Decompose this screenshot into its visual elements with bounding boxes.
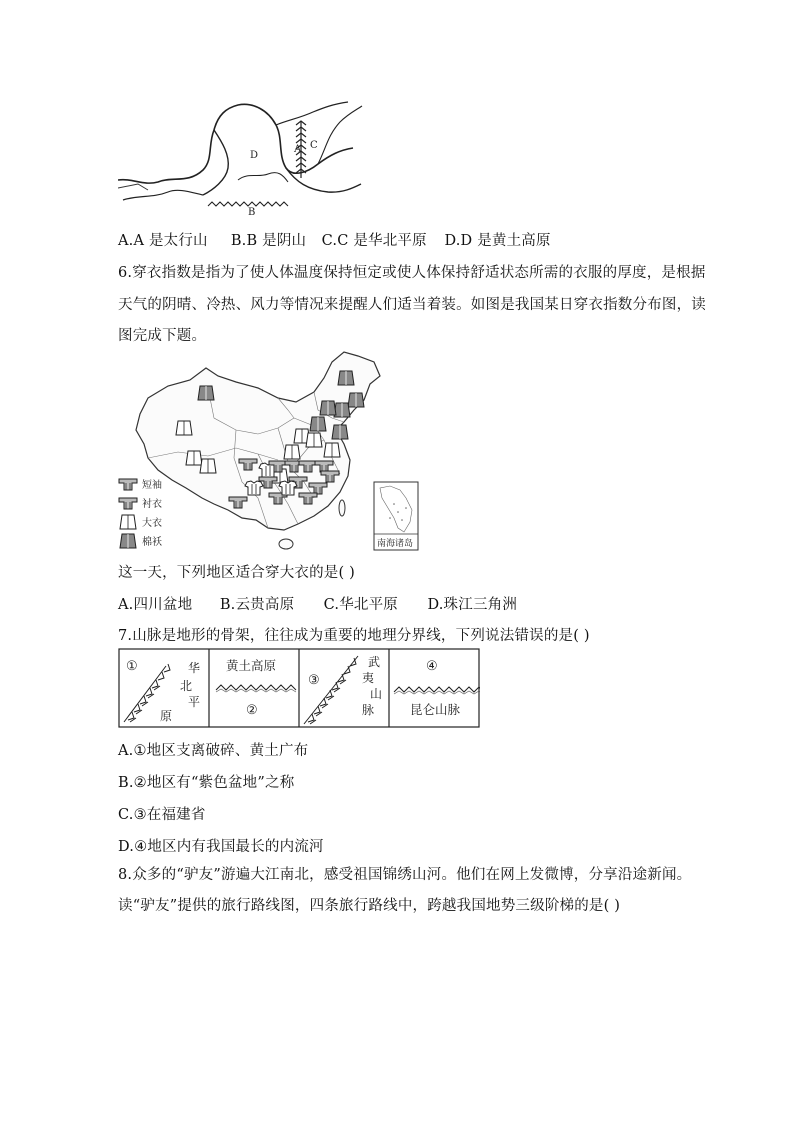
q6-stem-line-3: 图完成下题。 <box>118 328 207 344</box>
q6-stem-line-2: 天气的阴晴、冷热、风力等情况来提醒人们适当着装。如图是我国某日穿衣指数分布图，读 <box>118 297 706 313</box>
inset-label: 南海诸岛 <box>377 539 414 549</box>
fig5-label-d: D <box>250 150 259 161</box>
q7-cell2-num: ② <box>246 703 258 718</box>
q7-option-a: A.①地区支离破碎、黄土广布 <box>118 743 309 759</box>
legend-label-short-sleeve: 短袖 <box>142 480 162 491</box>
q7-cell1-char-3: 平 <box>188 695 201 709</box>
q7-cell2-title: 黄土高原 <box>226 658 277 673</box>
legend-label-shirt: 衬衣 <box>142 499 162 510</box>
q5-option-d: D.D 是黄土高原 <box>444 233 551 249</box>
q7-cell1-char-1: 华 <box>188 661 201 675</box>
q6-option-d: D.珠江三角洲 <box>427 597 518 613</box>
q6-option-a: A.四川盆地 <box>118 597 193 613</box>
q6-stem-line-1: 6.穿衣指数是指为了使人体温度保持恒定或使人体保持舒适状态所需的衣服的厚度，是根据 <box>118 265 706 281</box>
q7-option-b: B.②地区有“紫色盆地”之称 <box>118 775 295 791</box>
q7-stem: 7.山脉是地形的骨架，往往成为重要的地理分界线，下列说法错误的是( ) <box>118 628 590 644</box>
q7-cell1-char-2: 北 <box>180 679 193 693</box>
q7-cell3-char-4: 脉 <box>362 703 375 717</box>
q6-options <box>118 593 517 614</box>
legend-label-coat: 大衣 <box>142 518 162 529</box>
q7-option-c: C.③在福建省 <box>118 807 206 823</box>
q8-stem-line-2: 读“驴友”提供的旅行路线图，四条旅行路线中，跨越我国地势三级阶梯的是( ) <box>118 898 621 914</box>
q7-option-d: D.④地区内有我国最长的内流河 <box>118 839 324 855</box>
q5-options <box>118 229 551 250</box>
q8-stem-line-1: 8.众多的“驴友”游遍大江南北，感受祖国锦绣山河。他们在网上发微博，分享沿途新闻。 <box>118 867 692 883</box>
legend-label-padded-jacket: 棉袄 <box>142 537 162 548</box>
q7-cell4-title: 昆仑山脉 <box>410 702 461 717</box>
q5-map-figure <box>118 100 363 218</box>
q5-option-c: C.C 是华北平原 <box>321 233 427 249</box>
q7-cell3-char-3: 山 <box>370 687 383 701</box>
q5-option-b: B.B 是阴山 <box>230 233 307 249</box>
fig5-label-c: C <box>310 140 318 151</box>
q7-cell1-num: ① <box>126 659 138 674</box>
q6-china-map <box>118 348 420 553</box>
q7-cell3-char-1: 武 <box>368 655 381 669</box>
q7-cell3-num: ③ <box>308 673 320 688</box>
q7-cell1-char-4: 原 <box>160 709 173 723</box>
q6-map-legend <box>119 479 137 548</box>
q7-diagram <box>118 648 480 728</box>
q5-option-a: A.A 是太行山 <box>118 233 208 249</box>
q7-cell4-num: ④ <box>426 659 438 674</box>
fig5-label-a: A <box>294 144 302 155</box>
q6-option-c: C.华北平原 <box>323 597 399 613</box>
q7-cell3-char-2: 夷 <box>362 671 375 685</box>
q6-option-b: B.云贵高原 <box>219 597 295 613</box>
fig5-label-b: B <box>248 207 256 218</box>
q6-question: 这一天，下列地区适合穿大衣的是( ) <box>118 565 356 581</box>
